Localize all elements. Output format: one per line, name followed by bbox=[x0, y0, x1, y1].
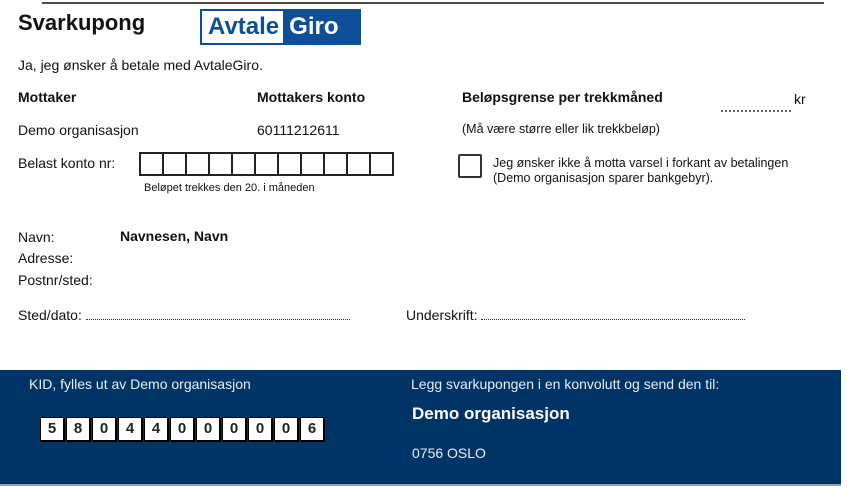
account-digit-box[interactable] bbox=[348, 152, 371, 176]
kid-number bbox=[40, 417, 324, 441]
recipient-name: Demo organisasjon bbox=[18, 122, 139, 138]
debit-account-input[interactable] bbox=[139, 152, 394, 176]
account-digit-box[interactable] bbox=[302, 152, 325, 176]
kid-digit: 0 bbox=[248, 417, 272, 441]
kid-digit: 4 bbox=[144, 417, 168, 441]
kid-digit: 5 bbox=[40, 417, 64, 441]
page-title: Svarkupong bbox=[18, 10, 146, 35]
send-to-name: Demo organisasjon bbox=[412, 404, 570, 423]
account-digit-box[interactable] bbox=[141, 152, 164, 176]
account-digit-box[interactable] bbox=[233, 152, 256, 176]
signature-row bbox=[406, 307, 745, 323]
place-date-row bbox=[18, 307, 350, 323]
debit-account-label: Belast konto nr: bbox=[18, 155, 116, 171]
account-digit-box[interactable] bbox=[325, 152, 348, 176]
limit-header: Beløpsgrense per trekkmåned bbox=[462, 89, 663, 105]
limit-amount-field[interactable] bbox=[721, 110, 791, 112]
signature-field[interactable] bbox=[481, 307, 745, 320]
consent-text bbox=[493, 156, 793, 186]
recipient-account: 60111212611 bbox=[257, 122, 340, 138]
debit-date-note: Beløpet trekkes den 20. i måneden bbox=[144, 182, 315, 194]
send-instruction: Legg svarkupongen i en konvolutt og send den til: bbox=[411, 376, 720, 392]
consent-line-1: Jeg ønsker ikke å motta varsel i forkant av betalingen bbox=[493, 156, 789, 170]
currency-label: kr bbox=[794, 91, 806, 107]
kid-digit: 0 bbox=[170, 417, 194, 441]
intro-text: Ja, jeg ønsker å betale med AvtaleGiro. bbox=[18, 57, 263, 73]
place-date-field[interactable] bbox=[86, 307, 350, 320]
signature-label: Underskrift: bbox=[406, 307, 478, 323]
avtalegiro-logo bbox=[200, 9, 361, 45]
kid-digit: 0 bbox=[196, 417, 220, 441]
name-label: Navn: bbox=[18, 229, 55, 245]
name-value: Navnesen, Navn bbox=[120, 228, 229, 244]
kid-digit: 4 bbox=[118, 417, 142, 441]
send-to-address: 0756 OSLO bbox=[412, 445, 486, 461]
consent-line-2: (Demo organisasjon sparer bankgebyr). bbox=[493, 171, 714, 185]
kid-digit: 0 bbox=[222, 417, 246, 441]
address-label: Adresse: bbox=[18, 250, 74, 266]
limit-note: (Må være større eller lik trekkbeløp) bbox=[462, 122, 660, 136]
account-digit-box[interactable] bbox=[256, 152, 279, 176]
logo-text-avtale: Avtale bbox=[208, 13, 280, 40]
account-digit-box[interactable] bbox=[210, 152, 233, 176]
account-digit-box[interactable] bbox=[164, 152, 187, 176]
kid-digit: 0 bbox=[92, 417, 116, 441]
no-notice-checkbox[interactable] bbox=[458, 154, 482, 178]
kid-digit: 8 bbox=[66, 417, 90, 441]
postal-label: Postnr/sted: bbox=[18, 272, 93, 288]
account-digit-box[interactable] bbox=[187, 152, 210, 176]
kid-digit: 6 bbox=[300, 417, 324, 441]
place-date-label: Sted/dato: bbox=[18, 307, 82, 323]
logo-text-giro: Giro bbox=[283, 11, 359, 43]
kid-digit: 0 bbox=[274, 417, 298, 441]
top-rule bbox=[42, 2, 824, 4]
recipient-header: Mottaker bbox=[18, 89, 77, 105]
account-digit-box[interactable] bbox=[279, 152, 302, 176]
account-digit-box[interactable] bbox=[371, 152, 394, 176]
kid-label: KID, fylles ut av Demo organisasjon bbox=[29, 376, 251, 392]
recipient-account-header: Mottakers konto bbox=[257, 89, 366, 105]
